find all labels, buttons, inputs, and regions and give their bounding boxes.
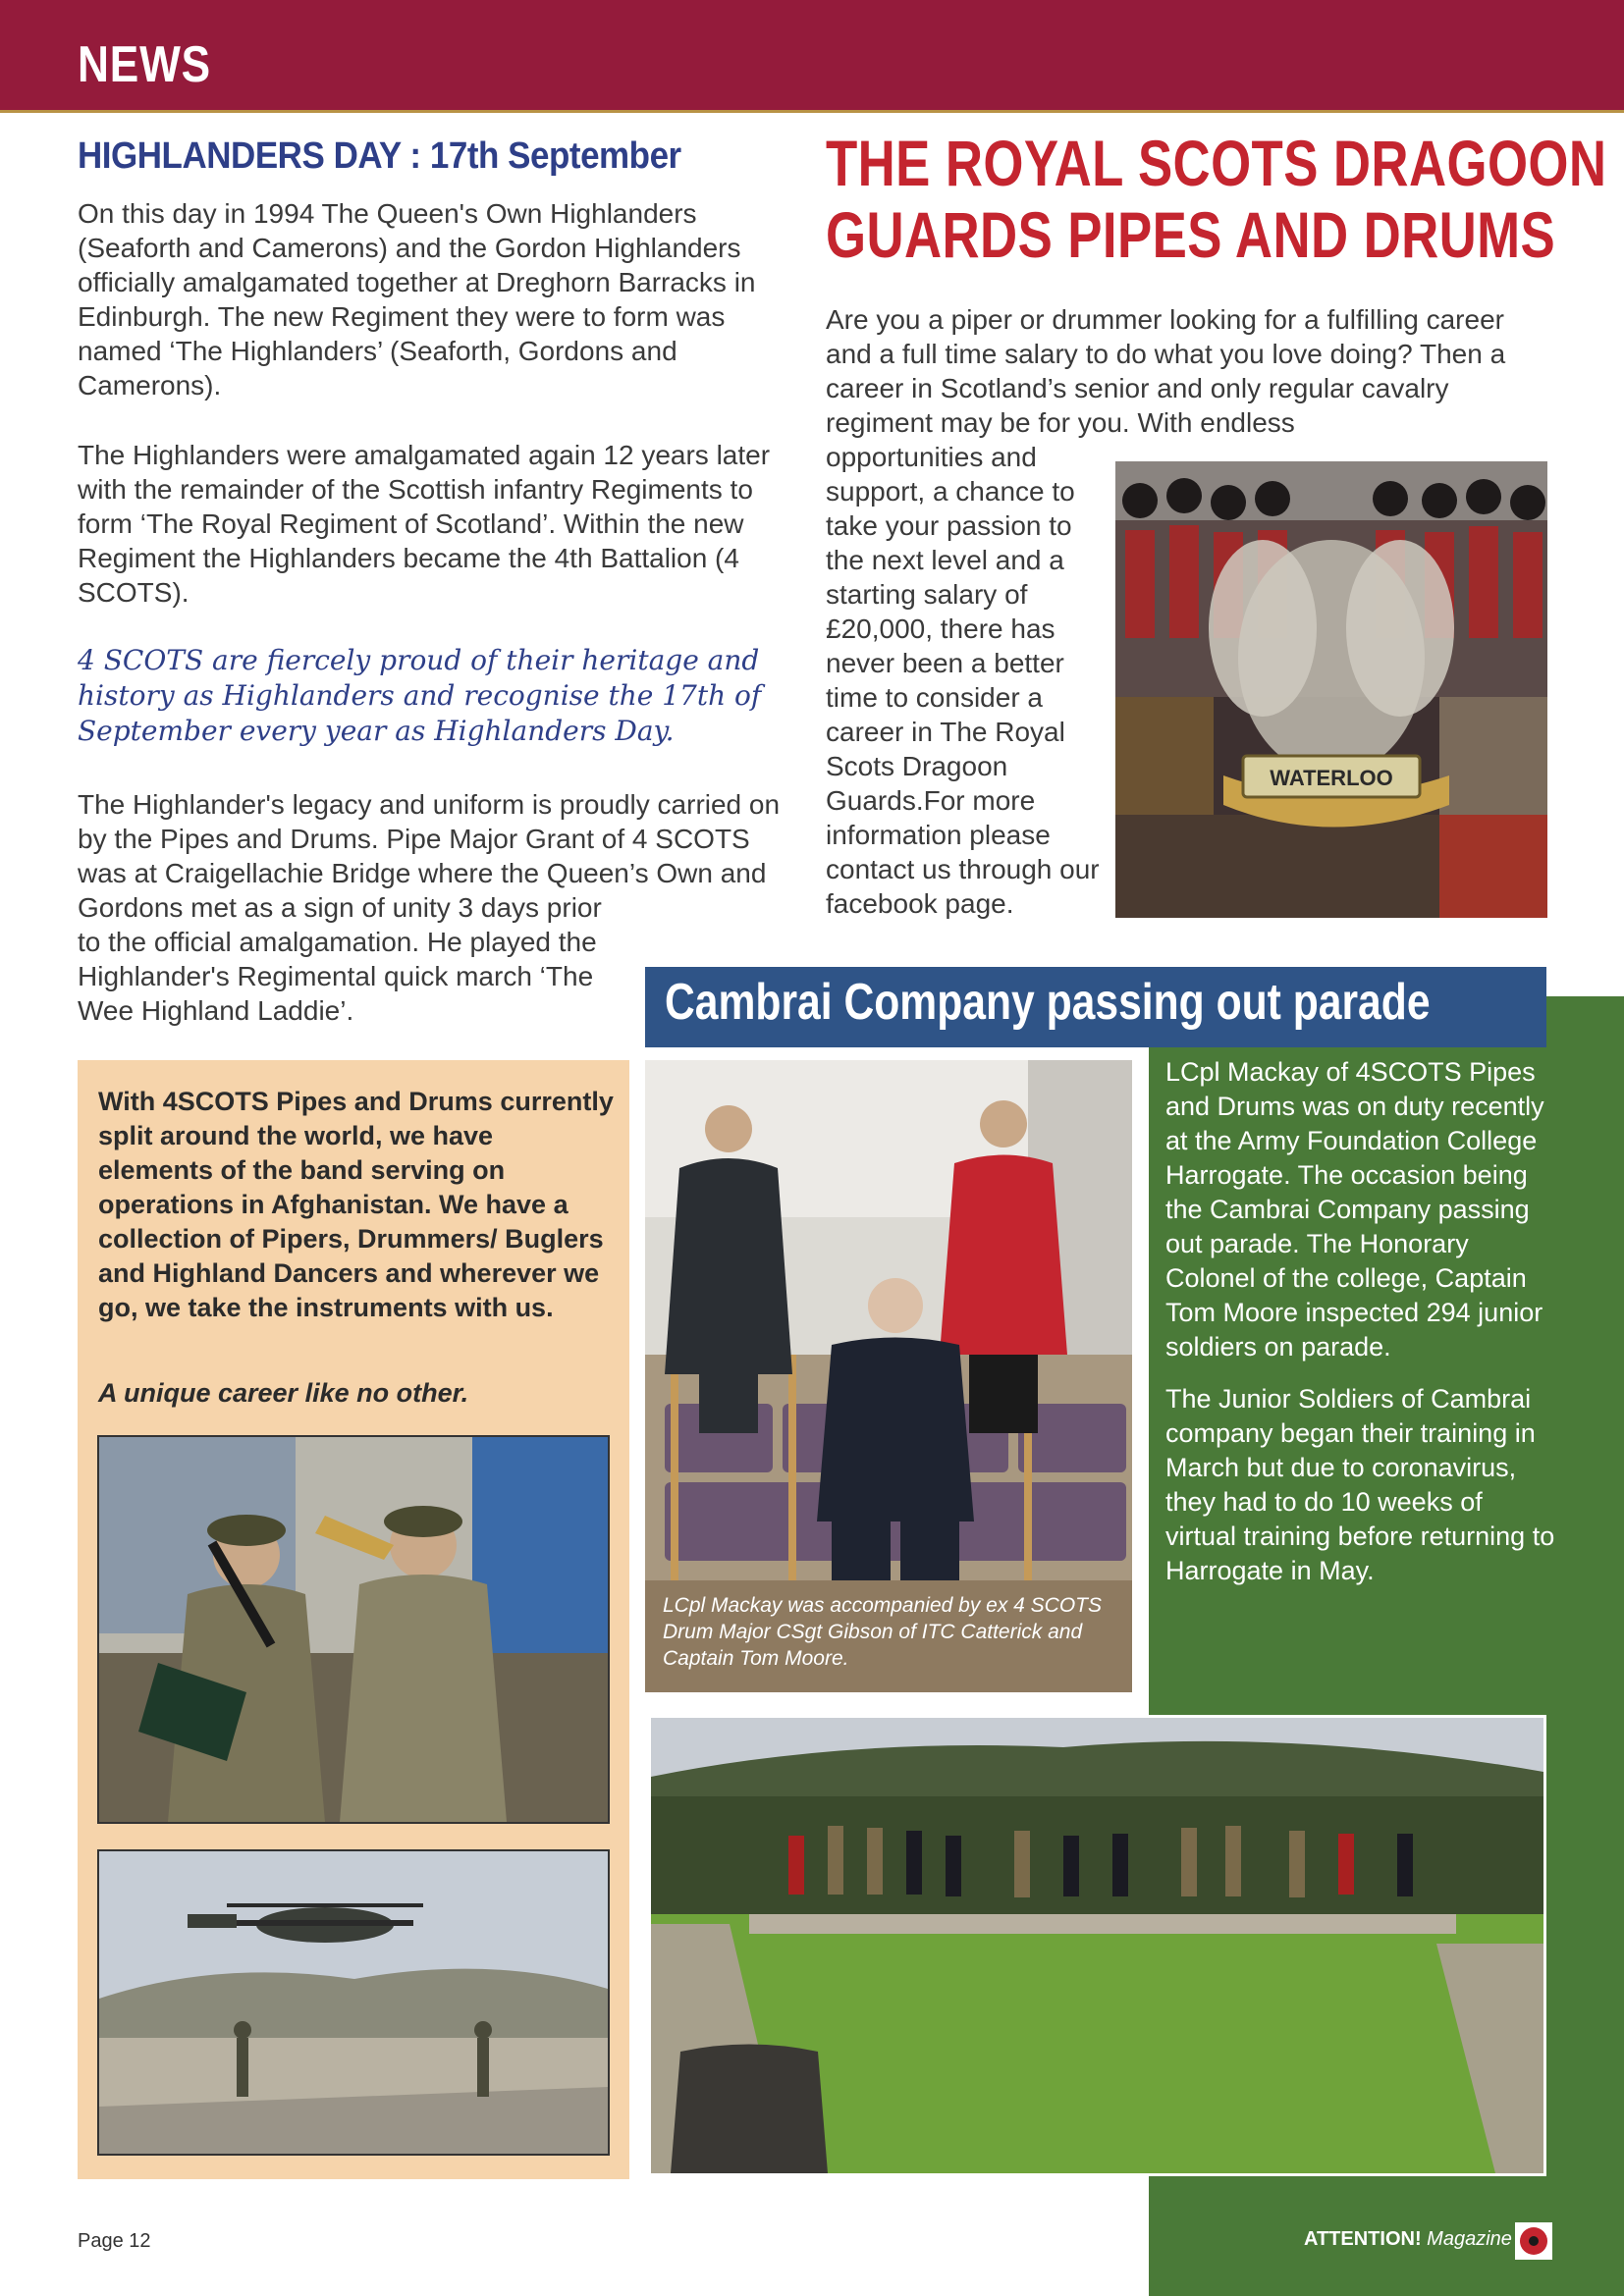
highlanders-paragraph-1: On this day in 1994 The Queen's Own Highlanders (Seaforth and Camerons) and the Gordon Highlanders officially amalgamated together at Dreghorn Barracks in Edinburgh. The new Regiment they were to form was named ‘The Highlanders’ (Seaforth, Gordons and Camerons). [78,198,756,400]
poppy-icon [1515,2222,1552,2260]
cambrai-body [1165,1055,1558,1606]
page-number: Page 12 [78,2230,151,2252]
highlanders-paragraph-4: to the official amalgamation. He played the Highlander's Regimental quick march ‘The Wee Highland Laddie’. [78,927,597,1026]
cambrai-paragraph-1: LCpl Mackay of 4SCOTS Pipes and Drums was on duty recently at the Army Foundation College Harrogate. The occasion being the Cambrai Company passing out parade. The Honorary Colonel of the college, Captain Tom Moore inspected 294 junior soldiers on parade. [1165,1057,1544,1362]
royal-scots-column-text: opportunities and support, a chance to take your passion to the next level and a starting salary of £20,000, there has never been a better time to consider a career in The Royal Scots Dragoon Guards.For more information please contact us through our facebook page. [826,442,1100,919]
info-box-tagline: A unique career like no other. [98,1378,469,1408]
helicopter-pipers-photo [97,1849,610,2156]
highlanders-headline: HIGHLANDERS DAY : 17th September [78,135,681,177]
memorial-parade-photo [648,1715,1546,2176]
highlanders-paragraph-3: The Highlander's legacy and uniform is proudly carried on by the Pipes and Drums. Pipe Major Grant of 4 SCOTS was at Craigellachie Bridge where the Queen’s Own and Gordons met as a sign of unity 3 days prior [78,789,781,923]
cambrai-paragraph-2: The Junior Soldiers of Cambrai company began their training in March but due to coronavirus, they had to do 10 weeks of virtual training before returning to Harrogate in May. [1165,1384,1555,1585]
magazine-name [1304,2228,1512,2251]
info-box-text: With 4SCOTS Pipes and Drums currently split around the world, we have elements of the band serving on operations in Afghanistan. We have a collection of Pipers, Drummers/ Buglers and Highland Dancers and wherever we go, we take the instruments with us. [98,1087,614,1322]
magazine-name-bold: ATTENTION! [1304,2228,1422,2250]
highlanders-pull-quote: 4 SCOTS are fiercely proud of their heritage and history as Highlanders and recognise the 17th of September every year as Highlanders Day. [78,644,762,747]
collage-waterloo-label: WATERLOO [1270,766,1393,790]
royal-scots-intro: Are you a piper or drummer looking for a fulfilling career and a full time salary to do what you love doing? Then a career in Scotland’s senior and only regular cavalry regiment may be for you. With endless [826,304,1506,438]
magazine-name-italic: Magazine [1421,2228,1512,2250]
cambrai-headline: Cambrai Company passing out parade [665,974,1431,1031]
section-title: NEWS [78,36,211,93]
pipes-drums-collage-image [1115,461,1547,918]
piper-bugler-photo [97,1435,610,1824]
highlanders-paragraph-2: The Highlanders were amalgamated again 12 years later with the remainder of the Scottish infantry Regiments to form ‘The Royal Regiment of Scotland’. Within the new Regiment the Highlanders became the 4th Battalion (4 SCOTS). [78,440,771,608]
photo-caption: LCpl Mackay was accompanied by ex 4 SCOTS Drum Major CSgt Gibson of ITC Catterick and Captain Tom Moore. [663,1594,1103,1670]
royal-scots-headline: THE ROYAL SCOTS DRAGOON GUARDS PIPES AND DRUMS [826,127,1607,271]
header-banner [0,0,1624,113]
